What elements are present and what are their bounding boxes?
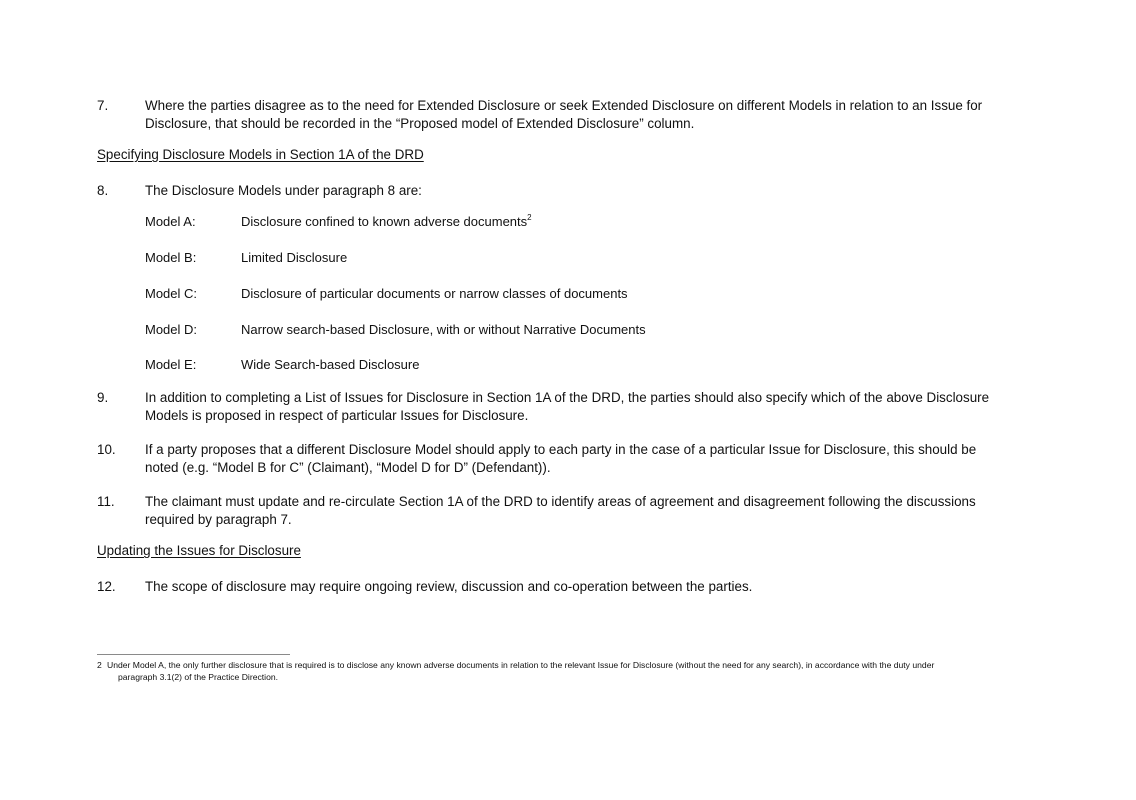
model-a-label: Model A: <box>145 214 196 229</box>
model-b-label: Model B: <box>145 250 197 265</box>
model-c-description: Disclosure of particular documents or narrow classes of documents <box>241 286 628 301</box>
paragraph-number-11: 11. <box>97 494 115 509</box>
paragraph-number-10: 10. <box>97 442 116 457</box>
footnote-line-2: paragraph 3.1(2) of the Practice Direction. <box>118 672 279 682</box>
paragraph-10-line-2: noted (e.g. “Model B for C” (Claimant), “Model D for D” (Defendant)). <box>145 460 551 475</box>
paragraph-number-7: 7. <box>97 98 109 113</box>
model-a-text: Disclosure confined to known adverse documents <box>241 214 528 229</box>
paragraph-12-text: The scope of disclosure may require ongoing review, discussion and co-operation between the parties. <box>145 579 753 594</box>
paragraph-7-line-1: Where the parties disagree as to the need for Extended Disclosure or seek Extended Disclosure on different Models in relation to an Issue for <box>145 98 983 113</box>
model-a-description <box>241 213 1001 231</box>
paragraph-11-text <box>145 493 1040 529</box>
paragraph-number-12: 12. <box>97 579 116 594</box>
paragraph-7-text <box>145 97 1040 133</box>
model-e-label: Model E: <box>145 357 197 372</box>
paragraph-number-8: 8. <box>97 183 109 198</box>
model-b-description: Limited Disclosure <box>241 250 348 265</box>
section-heading-specifying-models: Specifying Disclosure Models in Section 1A of the DRD <box>97 147 424 162</box>
footnote-line-1: Under Model A, the only further disclosure that is required is to disclose any known adverse documents in relation to the relevant Issue for Disclosure (without the need for any search), in accordance with the duty under <box>107 660 935 670</box>
footnote-reference-2: 2 <box>527 212 532 222</box>
footnote-text <box>97 659 1042 683</box>
paragraph-9-line-2: Models is proposed in respect of particular Issues for Disclosure. <box>145 408 529 423</box>
footnote-number: 2 <box>97 660 102 670</box>
paragraph-9-text <box>145 389 1040 425</box>
section-heading-updating-issues: Updating the Issues for Disclosure <box>97 543 301 558</box>
footnote <box>97 659 1042 683</box>
paragraph-10-line-1: If a party proposes that a different Disclosure Model should apply to each party in the case of a particular Issue for Disclosure, this should be <box>145 442 977 457</box>
paragraph-8-text: The Disclosure Models under paragraph 8 are: <box>145 183 422 198</box>
model-c-label: Model C: <box>145 286 198 301</box>
paragraph-9-line-1: In addition to completing a List of Issues for Disclosure in Section 1A of the DRD, the parties should also specify which of the above Disclosure <box>145 390 990 405</box>
footnote-separator <box>97 654 290 655</box>
model-e-description: Wide Search-based Disclosure <box>241 357 420 372</box>
paragraph-11-line-1: The claimant must update and re-circulate Section 1A of the DRD to identify areas of agreement and disagreement following the discussions <box>145 494 976 509</box>
model-d-label: Model D: <box>145 322 198 337</box>
paragraph-11-line-2: required by paragraph 7. <box>145 512 292 527</box>
paragraph-10-text <box>145 441 1040 477</box>
paragraph-number-9: 9. <box>97 390 109 405</box>
model-d-description: Narrow search-based Disclosure, with or without Narrative Documents <box>241 322 646 337</box>
paragraph-7-line-2: Disclosure, that should be recorded in the “Proposed model of Extended Disclosure” column. <box>145 116 695 131</box>
